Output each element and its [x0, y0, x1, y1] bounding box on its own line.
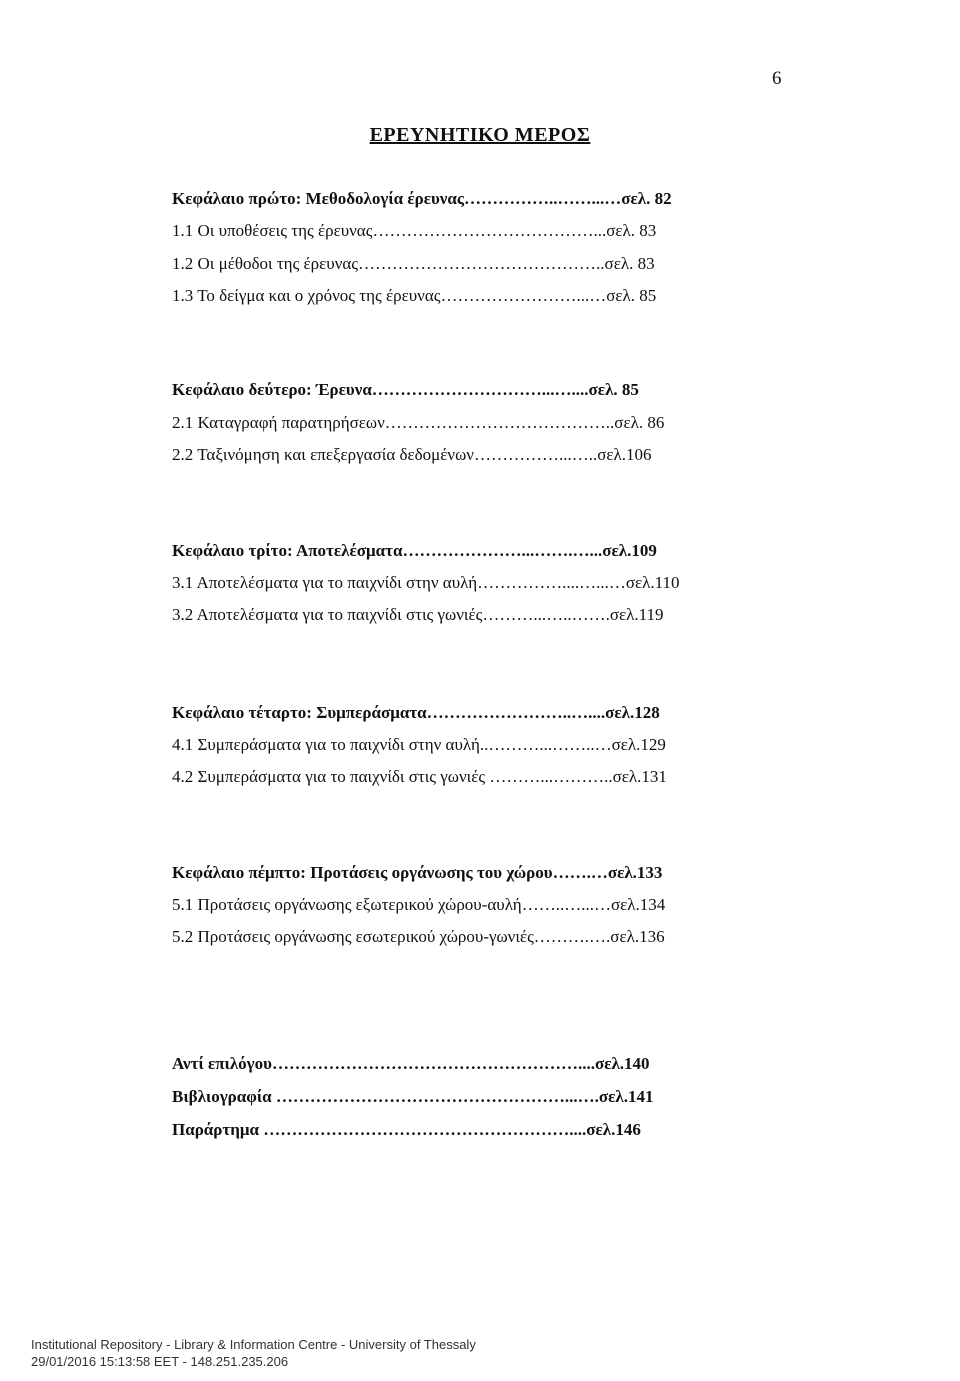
toc-appendix: Παράρτημα ………………………………………………....σελ.146 — [172, 1120, 641, 1139]
toc-chapter-1: Κεφάλαιο πρώτο: Μεθοδολογία έρευνας……………..……...…σελ. 82 — [172, 189, 672, 208]
toc-bibliography: Βιβλιογραφία ……………………………………………...….σελ.141 — [172, 1087, 654, 1106]
toc-chapter-3: Κεφάλαιο τρίτο: Αποτελέσματα…………………...…….…...σελ.109 — [172, 541, 657, 560]
footer-repository: Institutional Repository - Library & Information Centre - University of Thessaly — [31, 1337, 476, 1352]
toc-entry-4-1: 4.1 Συμπεράσματα για το παιχνίδι στην αυλή..………...……..…σελ.129 — [172, 735, 666, 754]
toc-epilogue: Αντί επιλόγου………………………………………………....σελ.140 — [172, 1054, 650, 1073]
toc-entry-5-1: 5.1 Προτάσεις οργάνωσης εξωτερικού χώρου-αυλή……..…...…σελ.134 — [172, 895, 666, 914]
footer-timestamp: 29/01/2016 15:13:58 EET - 148.251.235.206 — [31, 1354, 289, 1369]
toc-entry-4-2: 4.2 Συμπεράσματα για το παιχνίδι στις γωνιές ………...………..σελ.131 — [172, 767, 667, 786]
toc-chapter-2: Κεφάλαιο δεύτερο: Έρευνα…………………………...…....σελ. 85 — [172, 380, 639, 399]
toc-entry-2-1: 2.1 Καταγραφή παρατηρήσεων…………………………………..σελ. 86 — [172, 413, 665, 432]
toc-entry-3-2: 3.2 Αποτελέσματα για το παιχνίδι στις γωνιές………...…..…….σελ.119 — [172, 605, 664, 624]
page-number: 6 — [772, 68, 782, 89]
toc-chapter-4: Κεφάλαιο τέταρτο: Συμπεράσματα……………………..…....σελ.128 — [172, 703, 660, 722]
toc-entry-1-3: 1.3 Το δείγμα και ο χρόνος της έρευνας……………………...…σελ. 85 — [172, 286, 657, 305]
toc-entry-1-1: 1.1 Οι υποθέσεις της έρευνας…………………………………...σελ. 83 — [172, 221, 657, 240]
toc-entry-1-2: 1.2 Οι μέθοδοι της έρευνας……………………………………..σελ. 83 — [172, 254, 655, 273]
toc-entry-2-2: 2.2 Ταξινόμηση και επεξεργασία δεδομένων……………...…..σελ.106 — [172, 445, 652, 464]
toc-entry-5-2: 5.2 Προτάσεις οργάνωσης εσωτερικού χώρου-γωνιές……….….σελ.136 — [172, 927, 665, 946]
toc-chapter-5: Κεφάλαιο πέμπτο: Προτάσεις οργάνωσης του χώρου…….…σελ.133 — [172, 863, 663, 882]
toc-entry-3-1: 3.1 Αποτελέσματα για το παιχνίδι στην αυλή……………....…...…σελ.110 — [172, 573, 680, 592]
section-heading: ΕΡΕΥΝΗΤΙΚΟ ΜΕΡΟΣ — [369, 124, 591, 146]
